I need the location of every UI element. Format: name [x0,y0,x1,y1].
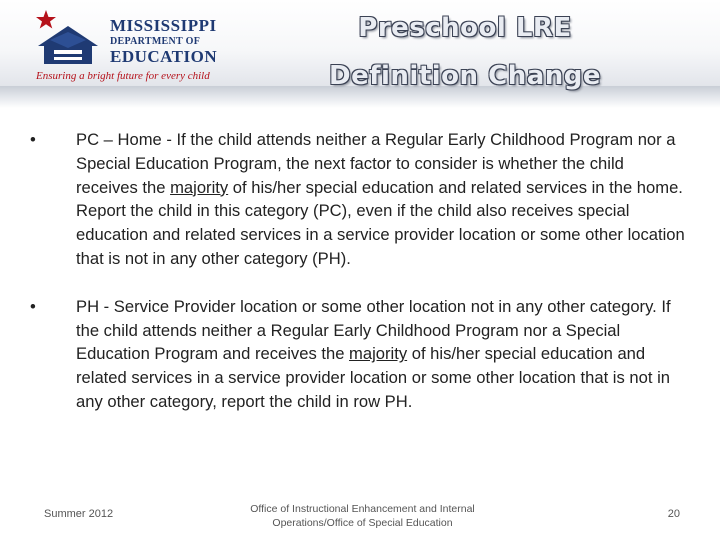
bullet-item-ph-service-provider [30,295,690,414]
page-number: 20 [667,508,680,520]
bullet-marker: • [30,296,36,316]
slide-title [300,4,630,100]
bullet-marker: • [30,130,36,149]
bullet-text-part: PH - Service Provider location or some other location not in any other category. If the child attends neither a Regular Early Childhood Program nor a Special Education Program and receives the [76,296,671,364]
bullet-item-pc-home [30,128,690,271]
logo-tagline: Ensuring a bright future for every child [36,70,210,82]
emphasis-majority: majority [170,177,229,197]
mde-logo [30,4,220,86]
logo-text-mississippi: MISSISSIPPI [110,16,217,35]
schoolhouse-star-icon [30,4,110,68]
footer-date: Summer 2012 [44,508,114,520]
bullet-text-part: PC – Home - If the child attends neither a Regular Early Childhood Program nor a Special Education Program, the next factor to consider is whether the child receives the [76,130,676,197]
slide-title-line2: Definition Change [328,61,602,91]
footer-office [230,502,495,530]
slide-title-line1: Preschool LRE [358,13,572,43]
footer-office-line2: Operations/Office of Special Education [272,517,453,529]
bullet-text-part: of his/her special education and related services in a service provider location or some other location that is not in any other category, report the child in row PH. [76,344,670,411]
logo-text-education: EDUCATION [110,47,218,66]
emphasis-majority: majority [349,344,408,364]
logo-text-department: DEPARTMENT OF [110,36,201,47]
footer-office-line1: Office of Instructional Enhancement and Internal [250,503,475,515]
bullet-text-part: of his/her special education and related services in the home. Report the child in this category (PC), even if the child also receives special education and related services in a service provider location or some other location that is not in any other category (PH). [76,177,685,268]
bullet-list [30,128,690,414]
